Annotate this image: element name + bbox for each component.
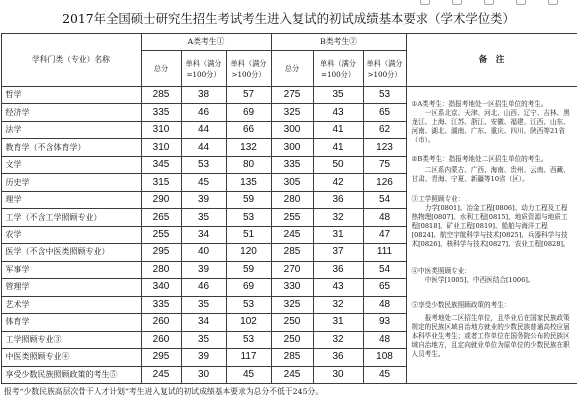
b-single-over-100-cell: 111 (363, 244, 406, 261)
a-total-cell: 280 (141, 261, 181, 278)
b-total-cell: 250 (271, 331, 313, 348)
a-total-cell: 290 (141, 191, 181, 208)
b-single-over-100-cell: 54 (363, 191, 406, 208)
b-single-100-cell: 36 (313, 191, 363, 208)
a-total-cell: 260 (141, 314, 181, 331)
b-single-100-cell: 35 (313, 87, 363, 104)
toolbar (0, 0, 577, 8)
b-total-cell: 305 (271, 174, 313, 191)
a-single-100-cell: 46 (181, 279, 226, 296)
header-a-total: 总分 (141, 51, 181, 87)
b-single-100-cell: 50 (313, 156, 363, 173)
subject-cell: 文学 (1, 156, 141, 173)
b-total-cell: 285 (271, 244, 313, 261)
a-total-cell: 335 (141, 296, 181, 313)
remarks-cell (406, 87, 577, 384)
b-total-cell: 245 (271, 226, 313, 243)
a-single-100-cell: 34 (181, 314, 226, 331)
a-total-cell: 310 (141, 139, 181, 156)
b-single-over-100-cell: 62 (363, 121, 406, 138)
header-subject: 学科门类（专业）名称 (1, 34, 141, 87)
b-total-cell: 285 (271, 349, 313, 366)
b-single-100-cell: 32 (313, 331, 363, 348)
a-single-over-100-cell: 53 (226, 331, 271, 348)
subject-cell: 经济学 (1, 104, 141, 121)
b-total-cell: 325 (271, 104, 313, 121)
a-total-cell: 265 (141, 209, 181, 226)
a-single-over-100-cell: 117 (226, 349, 271, 366)
b-total-cell: 325 (271, 296, 313, 313)
b-total-cell: 300 (271, 121, 313, 138)
b-single-over-100-cell: 53 (363, 87, 406, 104)
a-total-cell: 260 (141, 331, 181, 348)
a-single-over-100-cell: 66 (226, 121, 271, 138)
note-heading: ④中医类照顾专业： (411, 267, 471, 275)
a-single-over-100-cell: 59 (226, 191, 271, 208)
b-total-cell: 280 (271, 191, 313, 208)
a-single-over-100-cell: 53 (226, 209, 271, 226)
subject-cell: 理学 (1, 191, 141, 208)
page-title: 2017年全国硕士研究生招生考试考生进入复试的初试成绩基本要求（学术学位类） (62, 11, 515, 26)
a-single-over-100-cell: 57 (226, 87, 271, 104)
header-b-total: 总分 (271, 51, 313, 87)
subject-cell: 工学照顾专业③ (1, 331, 141, 348)
a-single-100-cell: 46 (181, 104, 226, 121)
a-total-cell: 285 (141, 87, 181, 104)
b-single-100-cell: 36 (313, 349, 363, 366)
note-b-category (412, 155, 573, 184)
b-single-over-100-cell: 48 (363, 209, 406, 226)
b-total-cell: 330 (271, 279, 313, 296)
header-a-single-over-100 (226, 51, 271, 87)
subject-cell: 医学（不含中医类照顾专业） (1, 244, 141, 261)
b-single-over-100-cell: 123 (363, 139, 406, 156)
b-total-cell: 275 (271, 87, 313, 104)
toolbar-icon[interactable] (420, 0, 430, 5)
b-single-over-100-cell: 48 (363, 296, 406, 313)
header-remarks: 备 注 (406, 34, 577, 87)
a-total-cell: 345 (141, 156, 181, 173)
b-single-100-cell: 41 (313, 139, 363, 156)
a-single-100-cell: 35 (181, 296, 226, 313)
a-single-over-100-cell: 132 (226, 139, 271, 156)
b-single-100-cell: 43 (313, 104, 363, 121)
header-line: 单科（满分 (320, 58, 356, 68)
a-single-100-cell: 35 (181, 209, 226, 226)
header-group-b: B类考生② (271, 34, 406, 51)
note-heading: ⑤享受少数民族照顾政策的考生： (411, 301, 511, 309)
header-line: >100分） (367, 69, 402, 79)
a-single-over-100-cell: 102 (226, 314, 271, 331)
note-heading: ②B类考生：指报考地处二区招生单位的考生。 (411, 155, 548, 163)
a-single-over-100-cell: 69 (226, 279, 271, 296)
note-body: 报考地处二区招生单位，且毕业后在国家民族政策规定的民族区域自治地方就业的少数民族普通高校应届本科毕业生考生；或者工作单位在国务院公布的民族区域自治地方，且定向就业单位为原单位的少数民族在职人员考生。 (411, 314, 570, 358)
a-single-over-100-cell: 45 (226, 366, 271, 383)
b-total-cell: 250 (271, 314, 313, 331)
header-line: 单科（满分 (230, 58, 267, 68)
a-single-100-cell: 53 (181, 156, 226, 173)
b-total-cell: 335 (271, 156, 313, 173)
b-single-over-100-cell: 48 (363, 331, 406, 348)
toolbar-icon[interactable] (516, 0, 526, 5)
b-single-100-cell: 32 (313, 209, 363, 226)
header-row (1, 34, 577, 51)
a-single-over-100-cell: 135 (226, 174, 271, 191)
subject-cell: 艺术学 (1, 296, 141, 313)
a-single-over-100-cell: 53 (226, 296, 271, 313)
subject-cell: 中医类照顾专业④ (1, 349, 141, 366)
note-tcm-special (412, 267, 573, 285)
a-total-cell: 245 (141, 366, 181, 383)
header-line: =100分） (320, 69, 356, 79)
b-single-over-100-cell: 54 (363, 261, 406, 278)
a-total-cell: 335 (141, 104, 181, 121)
header-b-single-over-100 (363, 51, 406, 87)
b-total-cell: 270 (271, 261, 313, 278)
a-single-over-100-cell: 51 (226, 226, 271, 243)
a-single-100-cell: 39 (181, 349, 226, 366)
subject-cell: 工学（不含工学照顾专业） (1, 209, 141, 226)
toolbar-icon[interactable] (484, 0, 494, 5)
a-single-100-cell: 34 (181, 226, 226, 243)
header-line: 单科（满分 (366, 58, 403, 68)
b-single-100-cell: 30 (313, 366, 363, 383)
a-single-100-cell: 45 (181, 174, 226, 191)
subject-cell: 管理学 (1, 279, 141, 296)
b-single-100-cell: 31 (313, 314, 363, 331)
b-single-over-100-cell: 75 (363, 156, 406, 173)
footnote: 报考“少数民族高层次骨干人才计划”考生进入复试的初试成绩基本要求为总分不低于245分。 (4, 387, 324, 396)
subject-cell: 农学 (1, 226, 141, 243)
a-single-over-100-cell: 80 (226, 156, 271, 173)
b-single-100-cell: 43 (313, 279, 363, 296)
table-row (1, 87, 577, 104)
b-single-over-100-cell: 126 (363, 174, 406, 191)
header-a-single-100 (181, 51, 226, 87)
header-line: 单科（满分 (185, 58, 222, 68)
b-single-100-cell: 41 (313, 121, 363, 138)
note-body: 中医学[1005]、中西医结合[1006]。 (424, 276, 535, 284)
a-total-cell: 340 (141, 279, 181, 296)
note-heading: ③工学照顾专业： (411, 195, 465, 203)
b-single-over-100-cell: 47 (363, 226, 406, 243)
note-engineering-special (412, 195, 573, 249)
a-total-cell: 295 (141, 244, 181, 261)
subject-cell: 教育学（不含体育学） (1, 139, 141, 156)
a-total-cell: 315 (141, 174, 181, 191)
a-single-100-cell: 30 (181, 366, 226, 383)
note-body: 力学[0801]、冶金工程[0806]、动力工程及工程热物理[0807]、水利工程[0815]、地质资源与地质工程[0818]、矿业工程[0819]、船舶与海洋工程[0824]、航空宇航科学与技术[0825]、兵器科学与技术[0826]、核科学与技术[0827]、农业工程[0828]。 (411, 204, 570, 248)
toolbar-icon[interactable] (548, 0, 558, 5)
header-b-single-100 (313, 51, 363, 87)
b-single-100-cell: 32 (313, 296, 363, 313)
a-single-100-cell: 40 (181, 244, 226, 261)
a-total-cell: 310 (141, 121, 181, 138)
a-single-100-cell: 44 (181, 139, 226, 156)
a-total-cell: 295 (141, 349, 181, 366)
b-single-over-100-cell: 65 (363, 104, 406, 121)
b-total-cell: 245 (271, 366, 313, 383)
a-single-100-cell: 38 (181, 87, 226, 104)
a-single-over-100-cell: 69 (226, 104, 271, 121)
subject-cell: 法学 (1, 121, 141, 138)
a-single-100-cell: 35 (181, 331, 226, 348)
b-single-100-cell: 42 (313, 174, 363, 191)
b-single-100-cell: 37 (313, 244, 363, 261)
subject-cell: 体育学 (1, 314, 141, 331)
b-total-cell: 300 (271, 139, 313, 156)
b-single-over-100-cell: 108 (363, 349, 406, 366)
a-total-cell: 255 (141, 226, 181, 243)
header-group-a: A类考生① (141, 34, 271, 51)
b-single-100-cell: 31 (313, 226, 363, 243)
b-single-over-100-cell: 93 (363, 314, 406, 331)
note-a-category (412, 100, 573, 145)
b-single-over-100-cell: 65 (363, 279, 406, 296)
b-single-100-cell: 36 (313, 261, 363, 278)
header-line: =100分） (186, 69, 221, 79)
b-single-over-100-cell: 45 (363, 366, 406, 383)
a-single-over-100-cell: 120 (226, 244, 271, 261)
a-single-over-100-cell: 59 (226, 261, 271, 278)
a-single-100-cell: 44 (181, 121, 226, 138)
toolbar-icon[interactable] (452, 0, 462, 5)
header-line: >100分） (231, 69, 266, 79)
note-body: 一区系北京、天津、河北、山西、辽宁、吉林、黑龙江、上海、江苏、浙江、安徽、福建、江西、山东、河南、湖北、湖南、广东、重庆、四川、陕西等21省（市）。 (411, 109, 570, 144)
subject-cell: 历史学 (1, 174, 141, 191)
subject-cell: 哲学 (1, 87, 141, 104)
subject-cell: 享受少数民族照顾政策的考生⑤ (1, 366, 141, 383)
subject-cell: 军事学 (1, 261, 141, 278)
note-body: 二区系内蒙古、广西、海南、贵州、云南、西藏、甘肃、青海、宁夏、新疆等10省（区）。 (411, 166, 570, 183)
a-single-100-cell: 39 (181, 261, 226, 278)
b-total-cell: 255 (271, 209, 313, 226)
note-ethnic-minority (412, 301, 573, 359)
note-heading: ①A类考生：指报考地处一区招生单位的考生。 (411, 100, 548, 108)
a-single-100-cell: 39 (181, 191, 226, 208)
score-table (1, 33, 577, 384)
